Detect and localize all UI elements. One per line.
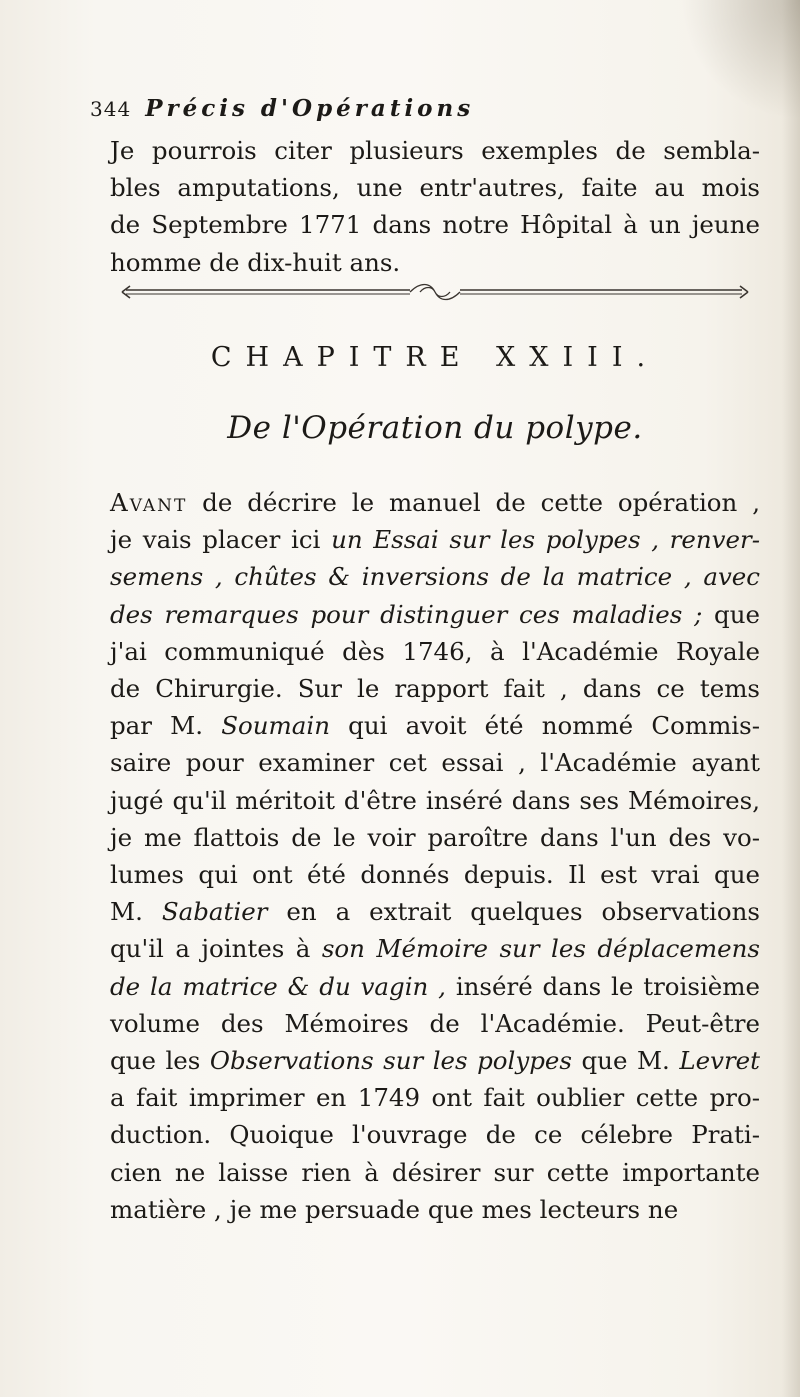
text-run: qui avoit été nommé Commis- xyxy=(330,711,760,741)
chapter-heading: CHAPITRE XXIII. xyxy=(210,342,660,373)
text-run: par M. xyxy=(110,711,222,741)
text-line: de Septembre 1771 dans notre Hôpital à un jeune xyxy=(110,210,760,240)
text-line xyxy=(110,1042,760,1079)
text-line xyxy=(110,1154,760,1191)
page-number: 344 xyxy=(90,97,132,121)
text-run: M. xyxy=(110,897,162,927)
text-line: Je pourrois citer plusieurs exemples de sembla- xyxy=(110,136,760,165)
text-run: volume des Mémoires de l'Académie. Peut-être xyxy=(110,1008,760,1038)
chapter-ornament-rule xyxy=(120,282,750,302)
page-edge-shadow xyxy=(782,0,800,1397)
text-line xyxy=(110,819,760,856)
text-line xyxy=(110,856,760,893)
text-line xyxy=(110,707,760,744)
text-line xyxy=(110,484,760,521)
running-head xyxy=(90,95,730,127)
chapter-title: De l'Opération du polype. xyxy=(227,410,643,446)
text-run: que xyxy=(702,599,760,629)
text-run: qu'il a jointes à xyxy=(110,934,322,964)
text-line xyxy=(110,1005,760,1042)
text-line xyxy=(110,670,760,707)
text-run: jugé qu'il méritoit d'être inséré dans ses Mémoires, xyxy=(110,785,760,815)
text-line xyxy=(110,1191,760,1228)
text-run: de décrire le manuel de cette opération , xyxy=(187,488,760,517)
text-line xyxy=(110,1116,760,1153)
text-run: lumes qui ont été donnés depuis. Il est vrai que xyxy=(110,860,760,890)
italic-run: semens , chûtes & inversions de la matrice , avec xyxy=(110,562,760,592)
text-line xyxy=(110,633,760,670)
italic-run: de la matrice & du vagin , xyxy=(110,971,446,1001)
text-run: matière , je me persuade que mes lecteurs ne xyxy=(110,1194,679,1224)
text-line xyxy=(110,521,760,558)
italic-run: Observations sur les polypes xyxy=(209,1046,572,1076)
italic-run: des remarques pour distinguer ces maladies ; xyxy=(110,599,703,629)
text-line xyxy=(110,782,760,819)
text-run: que M. xyxy=(572,1046,680,1076)
text-run: duction. Quoique l'ouvrage de ce célebre Prati- xyxy=(110,1120,760,1150)
paragraph-1 xyxy=(110,132,760,281)
text-line xyxy=(110,596,760,633)
text-line xyxy=(110,893,760,930)
italic-run: son Mémoire sur les déplacemens xyxy=(321,934,760,964)
text-run: je vais placer ici xyxy=(110,525,332,555)
text-line xyxy=(110,558,760,595)
paragraph-2 xyxy=(110,484,760,1228)
text-line xyxy=(110,968,760,1005)
italic-run: Sabatier xyxy=(161,897,268,927)
italic-run: Soumain xyxy=(221,711,330,741)
text-run: de Chirurgie. Sur le rapport fait , dans ce tems xyxy=(110,674,760,704)
text-run: que les xyxy=(110,1046,210,1076)
text-line: bles amputations, une entr'autres, faite au mois xyxy=(110,173,760,203)
text-line xyxy=(110,1079,760,1116)
text-run: en a extrait quelques observations xyxy=(267,897,760,927)
text-line: homme de dix-huit ans. xyxy=(110,247,401,277)
text-line xyxy=(110,744,760,781)
text-line xyxy=(110,930,760,967)
text-run: je me flattois de le voir paroître dans l'un des vo- xyxy=(110,822,760,852)
text-run: saire pour examiner cet essai , l'Académie ayant xyxy=(110,748,760,778)
text-run: cien ne laisse rien à désirer sur cette importante xyxy=(110,1157,760,1187)
text-run: a fait imprimer en 1749 ont fait oublier cette pro- xyxy=(110,1083,760,1113)
drop-word: Avant xyxy=(110,488,188,517)
text-run: inséré dans le troisième xyxy=(445,971,761,1001)
italic-run: un Essai sur les polypes , renver- xyxy=(331,525,761,555)
running-head-title: Précis d'Opérations xyxy=(145,95,475,122)
italic-run: Levret xyxy=(679,1046,760,1076)
text-run: j'ai communiqué dès 1746, à l'Académie Royale xyxy=(110,636,760,666)
